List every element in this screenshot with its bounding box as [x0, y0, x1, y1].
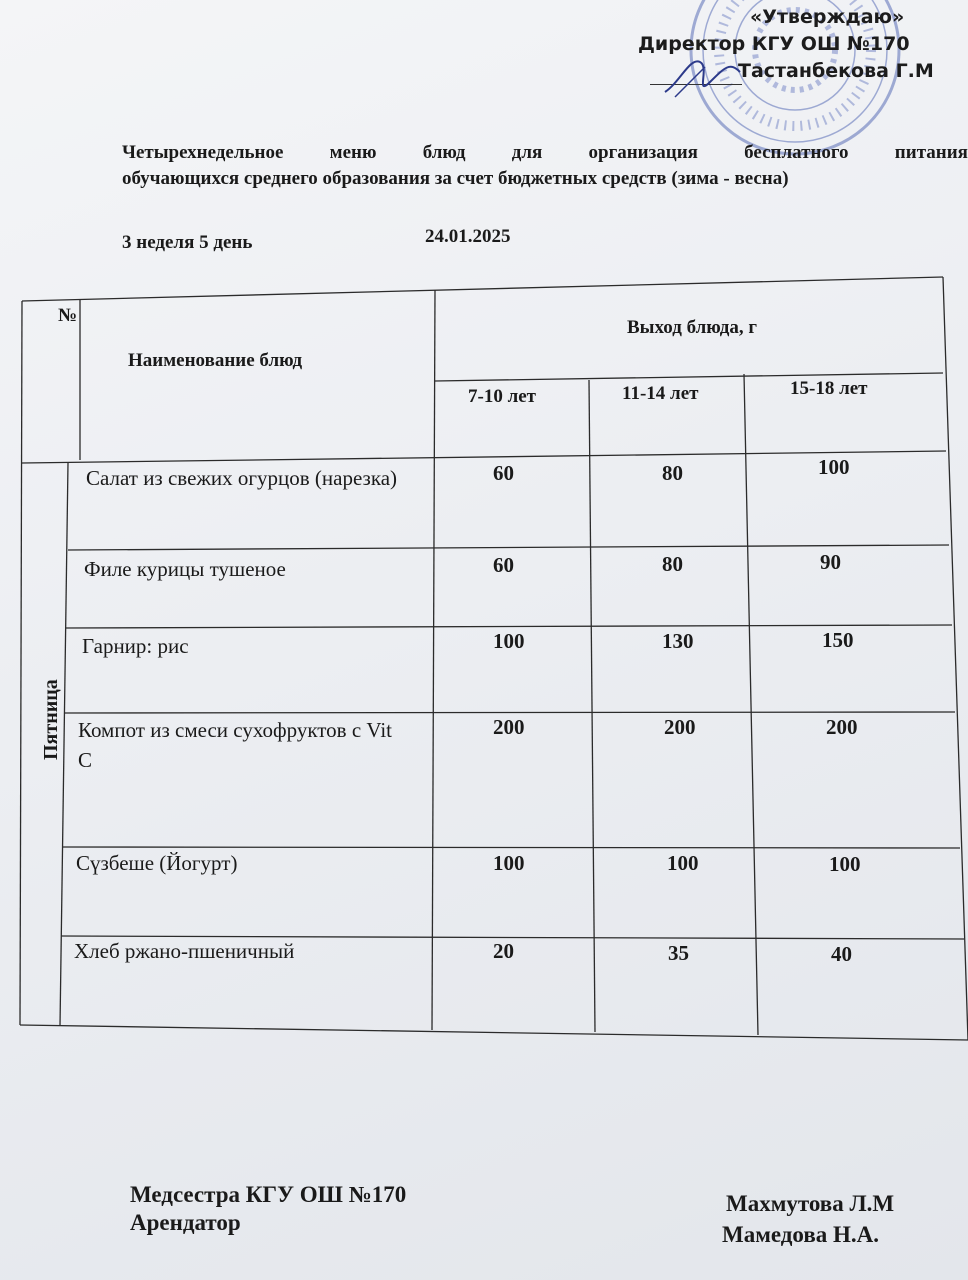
value-age-7-10: 100 — [493, 629, 525, 653]
week-day: 3 неделя 5 день — [122, 232, 253, 253]
header-age-7-10: 7-10 лет — [468, 386, 537, 407]
header-dish-name: Наименование блюд — [128, 350, 303, 371]
footer-tenant: Арендатор — [130, 1210, 241, 1235]
header-output: Выход блюда, г — [627, 317, 757, 338]
value-age-11-14: 200 — [664, 715, 696, 739]
value-age-7-10: 20 — [493, 939, 514, 963]
value-age-15-18: 100 — [818, 455, 850, 479]
value-age-15-18: 100 — [829, 852, 861, 876]
footer-nurse: Медсестра КГУ ОШ №170 — [130, 1182, 407, 1207]
footer-nurse-name: Махмутова Л.М — [726, 1191, 895, 1216]
document-title — [122, 140, 968, 192]
dish-name: Компот из смеси сухофруктов с Vit C — [78, 718, 392, 772]
title-word: Четырехнедельное — [122, 142, 284, 163]
value-age-15-18: 200 — [826, 715, 858, 739]
title-word: для — [511, 142, 543, 163]
dish-name: Хлеб ржано-пшеничный — [74, 939, 295, 963]
approval-heading: «Утверждаю» — [750, 6, 905, 28]
value-age-11-14: 80 — [662, 461, 683, 485]
title-line-1 — [122, 140, 968, 166]
title-word: организация — [588, 142, 698, 163]
dish-name: Сүзбеше (Йогурт) — [76, 851, 238, 875]
value-age-15-18: 40 — [831, 942, 852, 966]
dish-name: Филе курицы тушеное — [84, 557, 286, 581]
value-age-7-10: 100 — [493, 851, 525, 875]
menu-date: 24.01.2025 — [425, 226, 511, 247]
value-age-11-14: 100 — [667, 851, 699, 875]
day-label: Пятница — [40, 679, 62, 760]
title-word: питания — [894, 142, 968, 163]
header-age-15-18: 15-18 лет — [790, 378, 868, 399]
value-age-11-14: 130 — [662, 629, 694, 653]
signature — [660, 52, 750, 102]
value-age-7-10: 200 — [493, 715, 525, 739]
value-age-15-18: 150 — [822, 628, 854, 652]
approval-position: Директор КГУ ОШ №170 — [638, 33, 910, 55]
title-word: меню — [329, 142, 377, 163]
footer-tenant-name: Мамедова Н.А. — [722, 1222, 880, 1247]
value-age-11-14: 35 — [668, 941, 689, 965]
value-age-7-10: 60 — [493, 553, 514, 577]
value-age-7-10: 60 — [493, 461, 514, 485]
value-age-15-18: 90 — [820, 550, 841, 574]
value-age-11-14: 80 — [662, 552, 683, 576]
approval-name: Тастанбекова Г.М — [738, 60, 934, 82]
header-age-11-14: 11-14 лет — [622, 383, 699, 404]
header-number: № — [58, 305, 78, 326]
title-line-2: обучающихся среднего образования за счет бюджетных средств (зима - весна) — [122, 168, 789, 189]
dish-name: Салат из свежих огурцов (нарезка) — [86, 466, 398, 490]
title-word: бесплатного — [744, 142, 849, 163]
title-word: блюд — [422, 142, 466, 163]
dish-name: Гарнир: рис — [82, 634, 189, 658]
